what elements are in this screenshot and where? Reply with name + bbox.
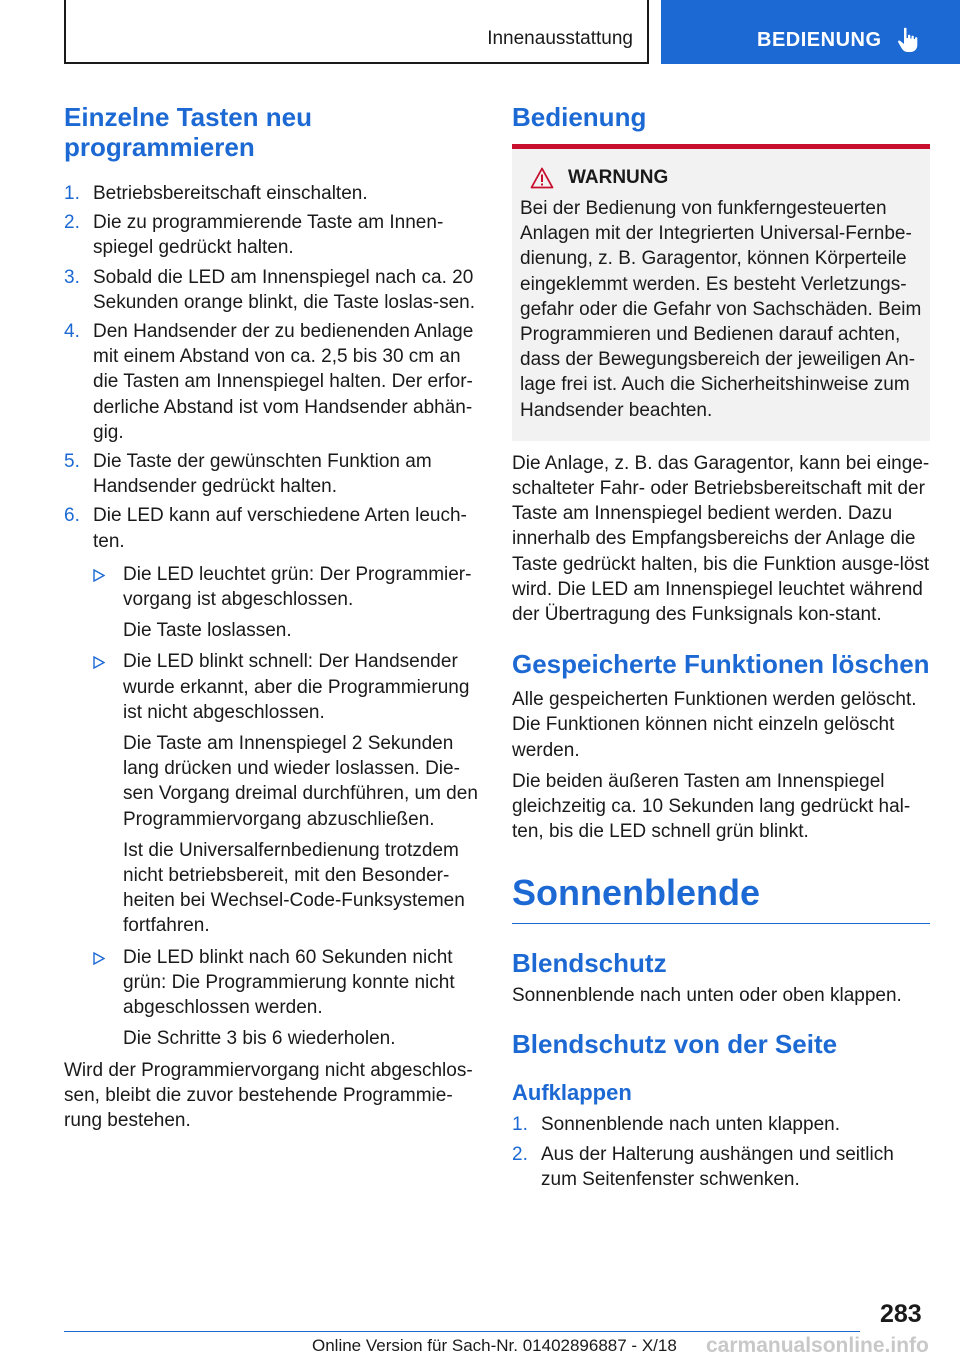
- header-chapter-label: BEDIENUNG: [757, 29, 882, 51]
- closing-paragraph: Wird der Programmiervorgang nicht abgeschlos-sen, bleibt die zuvor bestehende Programmie-rung bestehen.: [64, 1059, 473, 1131]
- step-number: 6.: [64, 505, 80, 527]
- left-column: [64, 102, 482, 1133]
- step-number: 5.: [64, 451, 80, 473]
- footer-divider: [64, 1331, 860, 1332]
- list-item: [64, 210, 482, 260]
- list-item: [512, 1112, 930, 1137]
- triangle-bullet-icon: [93, 656, 105, 669]
- header-section-tab: [64, 0, 649, 64]
- chapter-divider: [512, 923, 930, 924]
- program-steps-list: [64, 181, 482, 1052]
- warning-text: Bei der Bedienung von funkferngesteuerten Anlagen mit der Integrierten Universal-Fernbe-dienung, z. B. Garagentor, können Körperteile eingeklemmt werden. Es besteht Verletzungs-gefahr oder die Gefahr von Sachschäden. Beim Programmieren und Bedienen darauf achten, dass der Bewegungsbereich der jeweiligen An-lage frei ist. Auch die Sicherheitshinweise zum Handsender beachten.: [520, 198, 922, 421]
- list-item: [64, 265, 482, 315]
- list-item: [64, 181, 482, 206]
- section-heading-operation: Bedienung: [512, 102, 647, 132]
- list-item: [64, 503, 482, 1051]
- list-item: [64, 319, 482, 445]
- list-item: [512, 1142, 930, 1192]
- step-text: Aus der Halterung aushängen und seitlich zum Seitenfenster schwenken.: [541, 1143, 894, 1191]
- glare-paragraph: Sonnenblende nach unten oder oben klappen.: [512, 985, 902, 1007]
- step-text: Die Taste der gewünschten Funktion am Handsender gedrückt halten.: [93, 451, 432, 498]
- section-heading-program-keys: Einzelne Tasten neu programmieren: [64, 102, 313, 162]
- step-number: 4.: [64, 321, 80, 343]
- header-section-label: Innenausstattung: [487, 28, 633, 49]
- warning-title-text: WARNUNG: [568, 167, 669, 188]
- step-number: 1.: [64, 183, 80, 204]
- chapter-heading-sun-visor: Sonnenblende: [512, 872, 761, 914]
- step-number: 2.: [64, 212, 80, 234]
- step-text: Betriebsbereitschaft einschalten.: [93, 183, 368, 204]
- triangle-bullet-icon: [93, 569, 105, 582]
- section-heading-delete: Gespeicherte Funktionen löschen: [512, 649, 930, 680]
- list-item: [93, 649, 482, 938]
- operation-paragraph: Die Anlage, z. B. das Garagentor, kann bei einge-schalteter Fahr- oder Betriebsbereitschaft mit der Taste am Innenspiegel bedient werden. Dazu innerhalb des Empfangsbereichs der Anlage die Taste gedrückt halten, bis die Funktion ausge-löst wird. Die LED am Innenspiegel leuchtet während der Übertragung des Funksignals kon-stant.: [512, 452, 930, 626]
- led-state-note: Die Schritte 3 bis 6 wiederholen.: [123, 1028, 396, 1050]
- led-states-list: [93, 562, 482, 1052]
- header-chapter-tab: [661, 0, 960, 64]
- hand-pointer-icon: [897, 27, 919, 53]
- led-state-text: Die LED blinkt schnell: Der Handsender wurde erkannt, aber die Programmierung ist nicht abgeschlossen.: [123, 651, 470, 723]
- led-state-note: Die Taste am Innenspiegel 2 Sekunden lang drücken und wieder loslassen. Die-sen Vorgang dreimal durchführen, um den Programmiervorgang abzuschließen.: [123, 733, 478, 830]
- step-text: Die LED kann auf verschiedene Arten leuch-ten.: [93, 505, 467, 552]
- led-state-text: Die LED blinkt nach 60 Sekunden nicht grün: Die Programmierung konnte nicht abgeschlossen werden.: [123, 946, 455, 1019]
- led-state-note: Ist die Universalfernbedienung trotzdem nicht betriebsbereit, mit den Besonder-heiten bei Wechsel-Code-Funksystemen fortfahren.: [123, 839, 465, 937]
- footer-online-version: Online Version für Sach-Nr. 01402896887 - X/18: [312, 1336, 677, 1355]
- warning-triangle-icon: [530, 167, 554, 189]
- step-text: Die zu programmierende Taste am Innen-spiegel gedrückt halten.: [93, 212, 444, 259]
- section-heading-glare: Blendschutz: [512, 948, 667, 979]
- step-text: Sobald die LED am Innenspiegel nach ca. 20 Sekunden orange blinkt, die Taste loslas-sen.: [93, 266, 476, 313]
- unfold-steps-list: [512, 1112, 930, 1193]
- step-text: Den Handsender der zu bedienenden Anlage mit einem Abstand von ca. 2,5 bis 30 cm an die Tasten am Innenspiegel halten. Der erfor-derliche Abstand ist vom Handsender abhän-gig.: [93, 321, 474, 443]
- led-state-text: Die LED leuchtet grün: Der Programmier-vorgang ist abgeschlossen.: [123, 563, 472, 611]
- list-item: [93, 945, 482, 1052]
- step-number: 3.: [64, 266, 80, 288]
- delete-paragraph-1: Alle gespeicherten Funktionen werden gelöscht. Die Funktionen können nicht einzeln gelöscht werden.: [512, 689, 917, 761]
- right-column: [512, 102, 930, 1192]
- subheading-unfold: Aufklappen: [512, 1079, 632, 1105]
- step-text: Sonnenblende nach unten klappen.: [541, 1113, 840, 1135]
- warning-box: [512, 144, 930, 441]
- led-state-note: Die Taste loslassen.: [123, 620, 292, 642]
- step-number: 1.: [512, 1113, 528, 1135]
- section-heading-side-glare: Blendschutz von der Seite: [512, 1028, 838, 1059]
- list-item: [64, 449, 482, 499]
- step-number: 2.: [512, 1143, 528, 1165]
- page-number: 283: [880, 1300, 922, 1328]
- list-item: [93, 562, 482, 644]
- watermark: carmanualsonline.info: [706, 1334, 929, 1357]
- warning-title: [530, 167, 922, 189]
- triangle-bullet-icon: [93, 952, 105, 965]
- delete-paragraph-2: Die beiden äußeren Tasten am Innenspiegel gleichzeitig ca. 10 Sekunden lang gedrückt hal-ten, bis die LED schnell grün blinkt.: [512, 770, 911, 843]
